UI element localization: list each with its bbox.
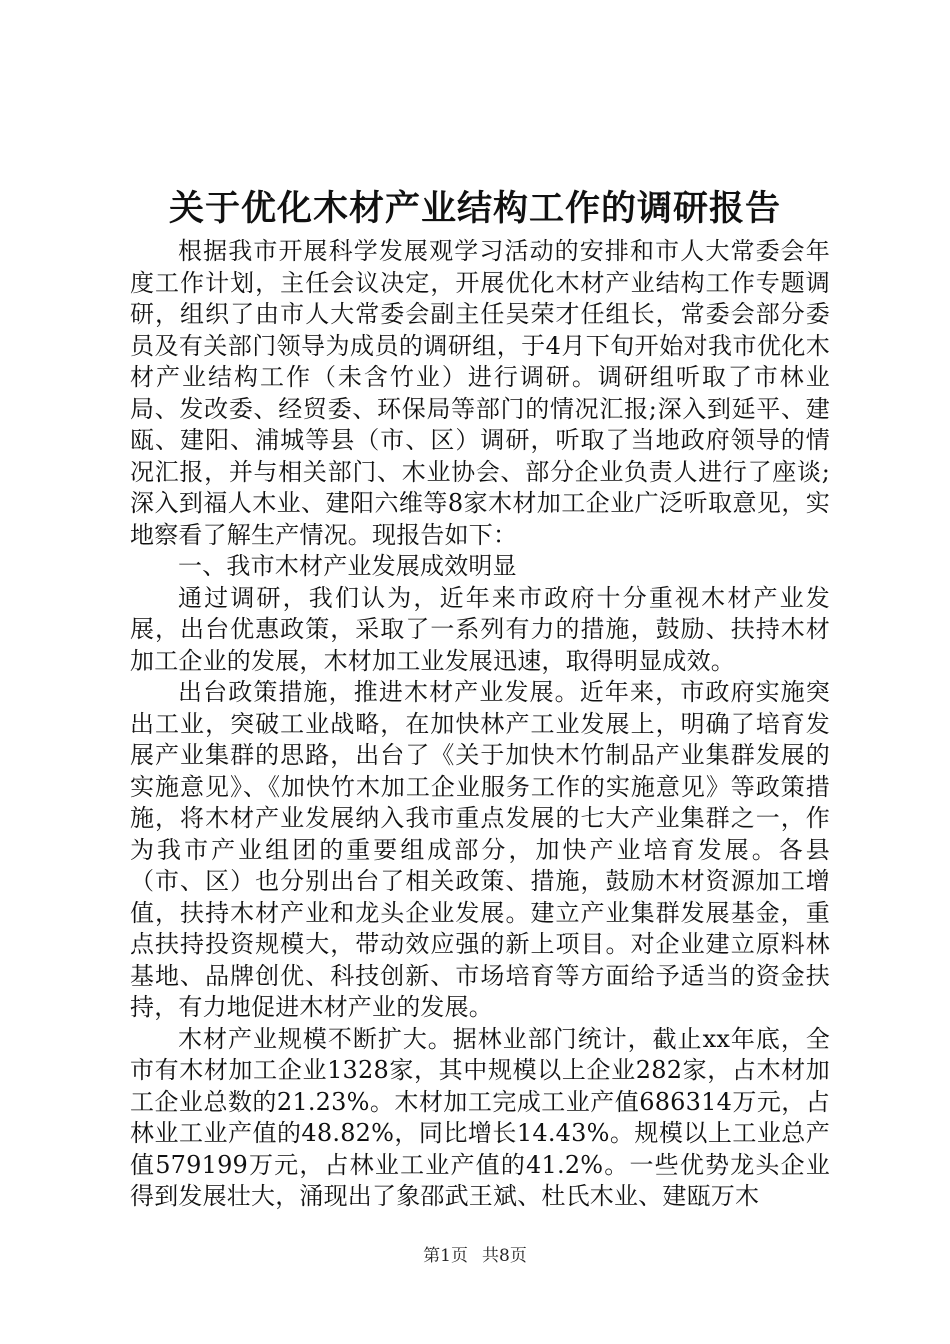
page-number: 第1页 [423,1246,468,1266]
section-summary-paragraph: 通过调研，我们认为，近年来市政府十分重视木材产业发展，出台优惠政策，采取了一系列有力的措施，鼓励、扶持木材加工企业的发展，木材加工业发展迅速，取得明显成效。 [130,583,830,675]
intro-paragraph: 根据我市开展科学发展观学习活动的安排和市人大常委会年度工作计划，主任会议决定，开展优化木材产业结构工作专题调研，组织了由市人大常委会副主任吴荣才任组长，常委会部分委员及有关部门领导为成员的调研组，于4月下旬开始对我市优化木材产业结构工作（未含竹业）进行调研。调研组听取了市林业局、发改委、经贸委、环保局等部门的情况汇报;深入到延平、建瓯、建阳、浦城等县（市、区）调研，听取了当地政府领导的情况汇报，并与相关部门、木业协会、部分企业负责人进行了座谈;深入到福人木业、建阳六维等8家木材加工企业广泛听取意见，实地察看了解生产情况。现报告如下： [130,237,830,549]
scale-paragraph: 木材产业规模不断扩大。据林业部门统计，截止xx年底，全市有木材加工企业1328家，其中规模以上企业282家，占木材加工企业总数的21.23%。木材加工完成工业产值686314万元，占林业工业产值的48.82%，同比增长14.43%。规模以上工业总产值579199万元，占林业工业产值的41.2%。一些优势龙头企业得到发展壮大，涌现出了象邵武王斌、杜氏木业、建瓯万木 [130,1024,830,1210]
section-heading: 一、我市木材产业发展成效明显 [178,552,517,580]
page-total: 共8页 [482,1246,527,1266]
page-footer [0,1245,950,1267]
document-title: 关于优化木材产业结构工作的调研报告 [168,188,781,229]
policy-paragraph: 出台政策措施，推进木材产业发展。近年来，市政府实施突出工业，突破工业战略，在加快林产工业发展上，明确了培育发展产业集群的思路，出台了《关于加快木竹制品产业集群发展的实施意见》、《加快竹木加工企业服务工作的实施意见》等政策措施，将木材产业发展纳入我市重点发展的七大产业集群之一，作为我市产业组团的重要组成部分，加快产业培育发展。各县（市、区）也分别出台了相关政策、措施，鼓励木材资源加工增值，扶持木材产业和龙头企业发展。建立产业集群发展基金，重点扶持投资规模大，带动效应强的新上项目。对企业建立原料林基地、品牌创优、科技创新、市场培育等方面给予适当的资金扶持，有力地促进木材产业的发展。 [130,678,830,1021]
document-body [130,236,830,1213]
